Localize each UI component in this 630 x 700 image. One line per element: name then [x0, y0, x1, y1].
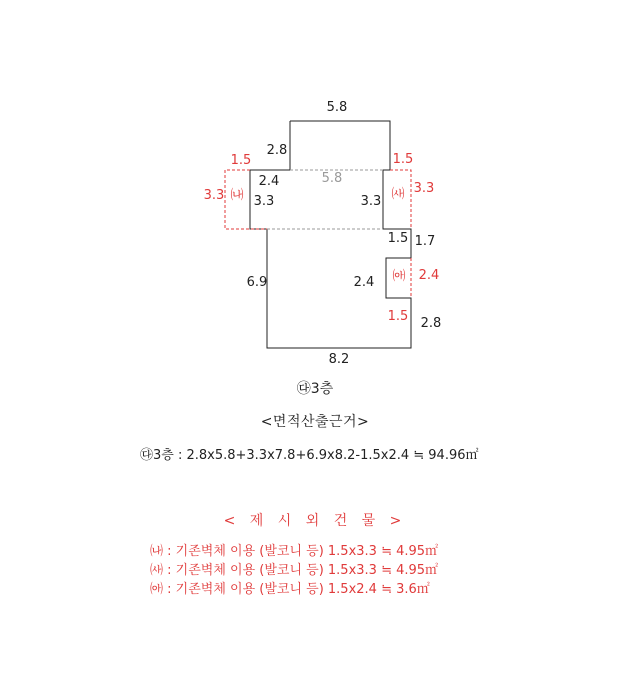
mark-right-balcony: ㈔ — [391, 187, 405, 202]
dim-left-balcony-width: 1.5 — [230, 153, 252, 168]
dim-right-lower: 2.8 — [420, 316, 442, 331]
calc-formula: ㉰3층 : 2.8x5.8+3.3x7.8+6.9x8.2-1.5x2.4 ≒ 94.96㎡ — [140, 448, 479, 463]
extra-item: ㈕ : 기존벽체 이용 (발코니 등) 1.5x2.4 ≒ 3.6㎡ — [150, 582, 430, 597]
extra-item: ㈏ : 기존벽체 이용 (발코니 등) 1.5x3.3 ≒ 4.95㎡ — [150, 544, 439, 559]
dim-right-inner-height: 3.3 — [360, 194, 382, 209]
dim-notch-bottom-width: 1.5 — [387, 309, 409, 324]
mark-left-balcony: ㈏ — [230, 188, 244, 203]
dim-notch-top-width: 1.5 — [387, 231, 409, 246]
dim-top-width: 5.8 — [326, 100, 348, 115]
dim-left-height: 6.9 — [246, 275, 268, 290]
dim-inner-span: 5.8 — [321, 171, 343, 186]
mark-notch: ㈕ — [392, 269, 406, 284]
extra-buildings-list — [150, 542, 438, 599]
dim-right-balcony-height: 3.3 — [413, 181, 435, 196]
dim-right-balcony-width: 1.5 — [392, 152, 414, 167]
dim-notch-outer-height: 2.4 — [418, 268, 440, 283]
dim-step-small: 2.4 — [258, 174, 280, 189]
dim-notch-inner-height: 2.4 — [353, 275, 375, 290]
dim-left-balcony-height: 3.3 — [203, 188, 225, 203]
dim-bottom-width: 8.2 — [328, 352, 350, 367]
dim-top-height: 2.8 — [266, 143, 288, 158]
extra-item: ㈔ : 기존벽체 이용 (발코니 등) 1.5x3.3 ≒ 4.95㎡ — [150, 563, 439, 578]
dim-left-inner-height: 3.3 — [253, 194, 275, 209]
floor-label: ㉰3층 — [296, 381, 334, 397]
extra-buildings-title: < 제 시 외 건 물 > — [223, 513, 407, 529]
calc-title: <면적산출근거> — [260, 414, 370, 430]
dim-right-step: 1.7 — [414, 234, 436, 249]
